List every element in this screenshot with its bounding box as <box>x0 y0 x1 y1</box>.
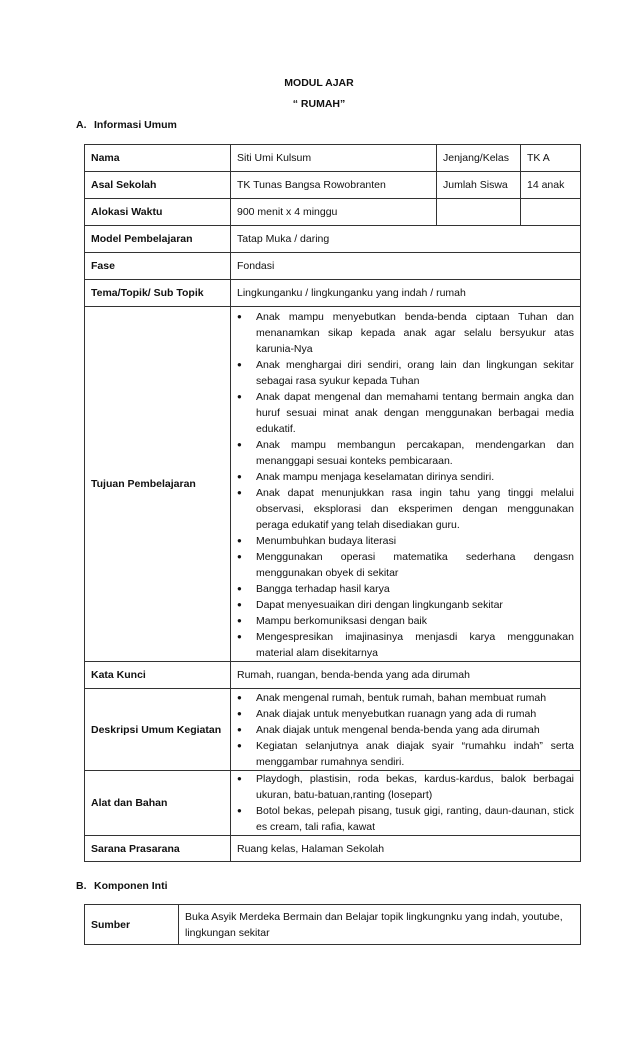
list-item: ● Anak dapat menunjukkan rasa ingin tahu yang tinggi melalui observasi, eksplorasi dan eksperimen dengan menggunakan peraga edukatif yang telah disediakan guru. <box>237 485 574 533</box>
row-kata-kunci <box>85 662 581 689</box>
list-item: ● Anak mengenal rumah, bentuk rumah, bahan membuat rumah <box>237 690 574 706</box>
sumber-value: Buka Asyik Merdeka Bermain dan Belajar topik lingkungnku yang indah, youtube, lingkungan sekitar <box>179 905 581 945</box>
alat-label: Alat dan Bahan <box>85 771 231 836</box>
list-item: ● Botol bekas, pelepah pisang, tusuk gigi, ranting, daun-daunan, stick es cream, tali rafia, kawat <box>237 803 574 835</box>
komponen-inti-table <box>84 904 581 945</box>
jenjang-value: TK A <box>521 145 581 172</box>
sumber-label: Sumber <box>85 905 179 945</box>
nama-label: Nama <box>85 145 231 172</box>
section-a-title: Informasi Umum <box>94 119 177 131</box>
document-title: MODUL AJAR <box>284 77 354 89</box>
list-item: ● Dapat menyesuaikan diri dengan lingkunganb sekitar <box>237 597 574 613</box>
tema-value: Lingkunganku / lingkunganku yang indah / rumah <box>231 280 581 307</box>
alat-cell <box>231 771 581 836</box>
section-b-title: Komponen Inti <box>94 880 168 892</box>
row-deskripsi <box>85 689 581 771</box>
list-item: ● Anak mampu menyebutkan benda-benda ciptaan Tuhan dan menanamkan sikap kepada anak agar selalu bersyukur atas karunia-Nya <box>237 309 574 357</box>
row-sarana-prasarana <box>85 836 581 862</box>
row-sumber <box>85 905 581 945</box>
empty-cell <box>437 199 521 226</box>
list-item: ● Anak mampu menjaga keselamatan dirinya sendiri. <box>237 469 574 485</box>
list-item: ● Anak dapat mengenal dan memahami tentang bermain angka dan huruf sesuai minat anak dengan menggunakan berbagai media edukatif. <box>237 389 574 437</box>
fase-label: Fase <box>85 253 231 280</box>
sarana-value: Ruang kelas, Halaman Sekolah <box>231 836 581 862</box>
row-asal-sekolah <box>85 172 581 199</box>
alokasi-label: Alokasi Waktu <box>85 199 231 226</box>
tujuan-list <box>237 309 574 661</box>
jumlah-value: 14 anak <box>521 172 581 199</box>
row-alokasi-waktu <box>85 199 581 226</box>
kata-label: Kata Kunci <box>85 662 231 689</box>
section-b-number: B. <box>76 880 87 892</box>
document-subtitle: “ RUMAH” <box>292 98 346 110</box>
alat-list <box>237 771 574 835</box>
sarana-label: Sarana Prasarana <box>85 836 231 862</box>
tema-label: Tema/Topik/ Sub Topik <box>85 280 231 307</box>
model-value: Tatap Muka / daring <box>231 226 581 253</box>
section-b-heading <box>76 880 168 892</box>
list-item: ● Kegiatan selanjutnya anak diajak syair “rumahku indah” serta menggambar rumahnya sendiri. <box>237 738 574 770</box>
asal-label: Asal Sekolah <box>85 172 231 199</box>
tujuan-cell <box>231 307 581 662</box>
deskripsi-cell <box>231 689 581 771</box>
deskripsi-list <box>237 690 574 770</box>
list-item: ● Menumbuhkan budaya literasi <box>237 533 574 549</box>
row-fase <box>85 253 581 280</box>
row-tema <box>85 280 581 307</box>
model-label: Model Pembelajaran <box>85 226 231 253</box>
jenjang-label: Jenjang/Kelas <box>437 145 521 172</box>
row-alat-bahan <box>85 771 581 836</box>
kata-value: Rumah, ruangan, benda-benda yang ada dirumah <box>231 662 581 689</box>
alokasi-value: 900 menit x 4 minggu <box>231 199 437 226</box>
row-nama <box>85 145 581 172</box>
list-item: ● Playdogh, plastisin, roda bekas, kardus-kardus, balok berbagai ukuran, batu-batuan,ranting (losepart) <box>237 771 574 803</box>
list-item: ● Mengespresikan imajinasinya menjasdi karya menggunakan material alam disekitarnya <box>237 629 574 661</box>
informasi-umum-table <box>84 144 581 862</box>
asal-value: TK Tunas Bangsa Rowobranten <box>231 172 437 199</box>
list-item: ● Anak mampu membangun percakapan, mendengarkan dan menanggapi sesuai konteks pembicaraan. <box>237 437 574 469</box>
section-a-number: A. <box>76 119 87 131</box>
row-tujuan-pembelajaran <box>85 307 581 662</box>
list-item: ● Menggunakan operasi matematika sederhana dengasn menggunakan obyek di sekitar <box>237 549 574 581</box>
row-model-pembelajaran <box>85 226 581 253</box>
jumlah-label: Jumlah Siswa <box>437 172 521 199</box>
list-item: ● Anak diajak untuk menyebutkan ruanagn yang ada di rumah <box>237 706 574 722</box>
list-item: ● Anak diajak untuk mengenal benda-benda yang ada dirumah <box>237 722 574 738</box>
fase-value: Fondasi <box>231 253 581 280</box>
nama-value: Siti Umi Kulsum <box>231 145 437 172</box>
deskripsi-label: Deskripsi Umum Kegiatan <box>85 689 231 771</box>
list-item: ● Anak menghargai diri sendiri, orang lain dan lingkungan sekitar sebagai rasa syukur kepada Tuhan <box>237 357 574 389</box>
section-a-heading <box>76 119 177 131</box>
tujuan-label: Tujuan Pembelajaran <box>85 307 231 662</box>
list-item: ● Mampu berkomuniksasi dengan baik <box>237 613 574 629</box>
empty-cell <box>521 199 581 226</box>
list-item: ● Bangga terhadap hasil karya <box>237 581 574 597</box>
